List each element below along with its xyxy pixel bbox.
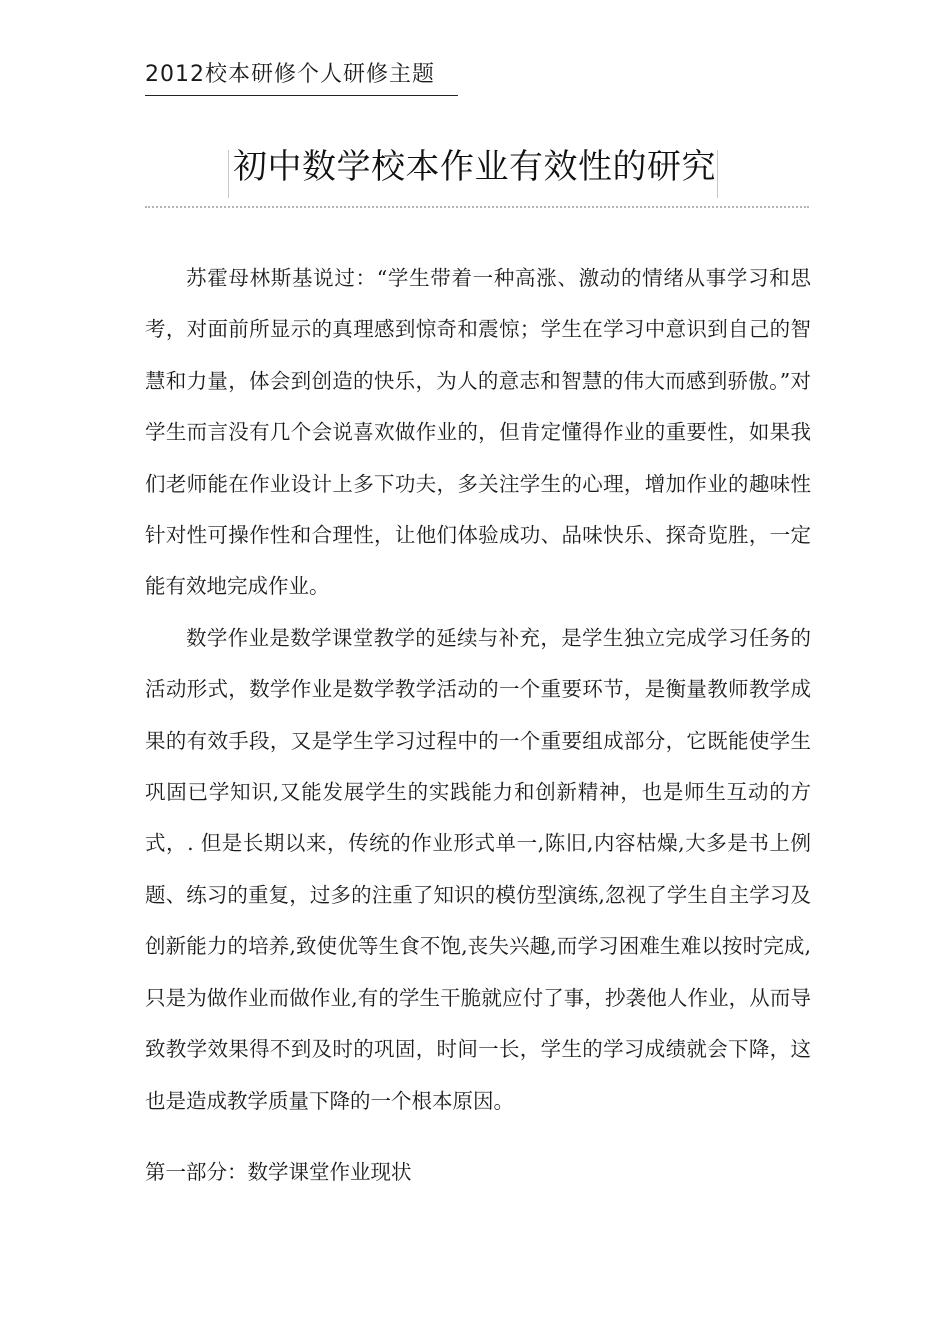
header-title: 2012校本研修个人研修主题 <box>145 62 435 87</box>
document-body <box>145 253 811 1127</box>
paragraph-1: 苏霍母林斯基说过：“学生带着一种高涨、激动的情绪从事学习和思考，对面前所显示的真理感到惊奇和震惊；学生在学习中意识到自己的智慧和力量，体会到创造的快乐，为人的意志和智慧的伟大而感到骄傲。”对学生而言没有几个会说喜欢做作业的，但肯定懂得作业的重要性，如果我们老师能在作业设计上多下功夫，多关注学生的心理，增加作业的趣味性针对性可操作性和合理性，让他们体验成功、品味快乐、探奇览胜，一定能有效地完成作业。 <box>145 266 811 599</box>
header-underline <box>145 95 458 96</box>
paragraph-2: 数学作业是数学课堂教学的延续与补充，是学生独立完成学习任务的活动形式，数学作业是数学教学活动的一个重要环节，是衡量教师教学成果的有效手段，又是学生学习过程中的一个重要组成部分，它既能使学生巩固已学知识,又能发展学生的实践能力和创新精神，也是师生互动的方式，. 但是长期以来，传统的作业形式单一,陈旧,内容枯燥,大多是书上例题、练习的重复，过多的注重了知识的模仿型演练,忽视了学生自主学习及创新能力的培养,致使优等生食不饱,丧失兴趣,而学习困难生难以按时完成,只是为做作业而做作业,有的学生干脆就应付了事，抄袭他人作业，从而导致教学效果得不到及时的巩固，时间一长，学生的学习成绩就会下降，这也是造成教学质量下降的一个根本原因。 <box>145 625 811 1113</box>
section-heading: 第一部分：数学课堂作业现状 <box>145 1160 412 1184</box>
title-separator <box>145 206 809 208</box>
document-title: 初中数学校本作业有效性的研究 <box>233 147 716 187</box>
